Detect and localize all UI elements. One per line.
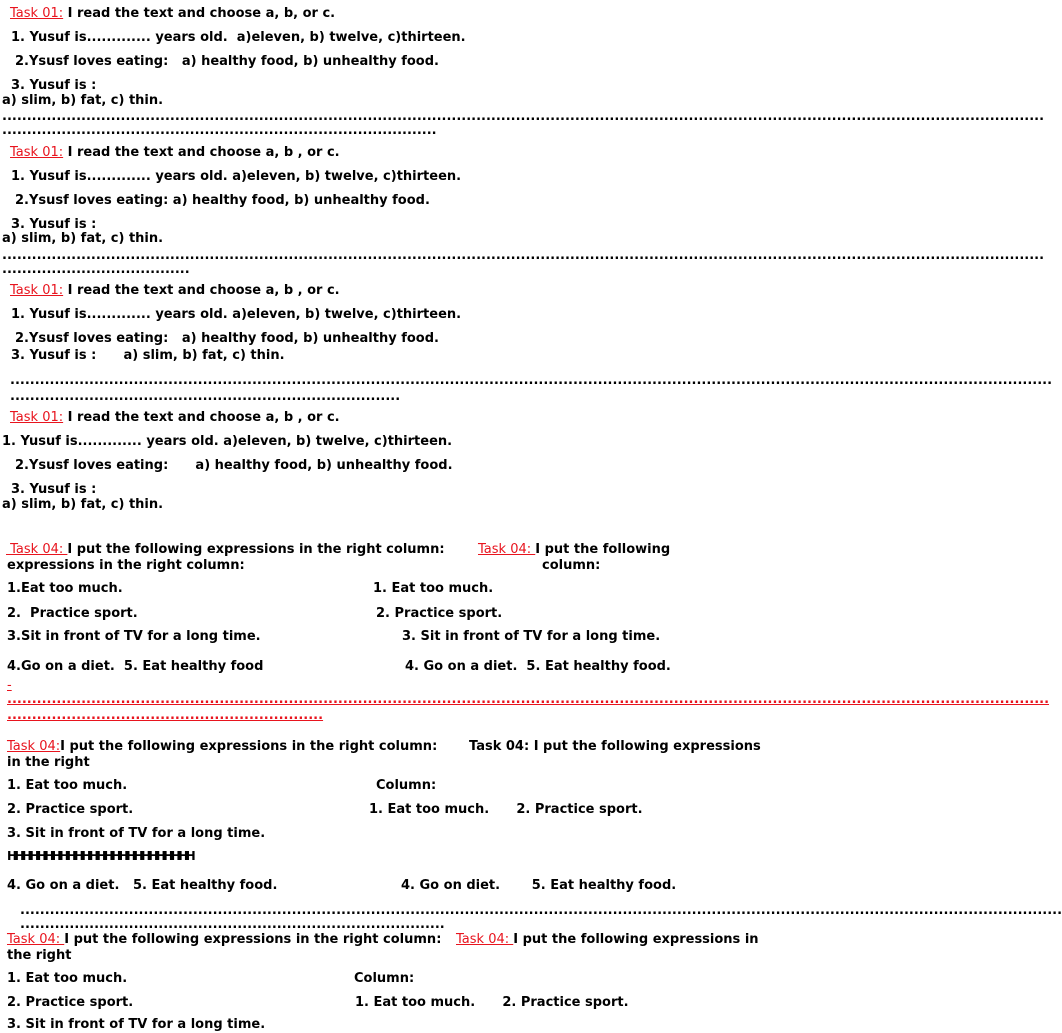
list-item: 4. Go on diet. 5. Eat healthy food. bbox=[401, 878, 677, 893]
column-label: Column: bbox=[354, 971, 415, 986]
dotted-line: ........................................................................................ bbox=[2, 123, 437, 138]
red-dash: - bbox=[7, 678, 12, 693]
dotted-line: ................................................................................................................................................................................................................... bbox=[2, 248, 1045, 263]
task-label: Task 04: bbox=[6, 542, 68, 557]
question-3: 3. Yusuf is : a) slim, b) fat, c) thin. bbox=[11, 348, 285, 363]
task-label: Task 01: bbox=[10, 145, 64, 160]
task01-heading-4: Task 01: I read the text and choose a, b , or c. bbox=[10, 410, 340, 425]
question-3: 3. Yusuf is : bbox=[11, 482, 97, 497]
list-item: HHHHHHHHHHHHHHHHHHHHHHHHH bbox=[7, 849, 194, 863]
task04-heading-cont: expressions in the right column: bbox=[7, 558, 245, 573]
list-item: 1. Eat too much. 2. Practice sport. bbox=[355, 995, 629, 1010]
question-2: 2.Ysusf loves eating: a) healthy food, b) unhealthy food. bbox=[15, 331, 439, 346]
task04-heading-cont: the right bbox=[7, 948, 72, 963]
question-1: 1. Yusuf is............. years old. a)eleven, b) twelve, c)thirteen. bbox=[11, 169, 462, 184]
question-2: 2.Ysusf loves eating: a) healthy food, b) unhealthy food. bbox=[15, 193, 430, 208]
list-item: 2. Practice sport. bbox=[7, 802, 134, 817]
dotted-line: ................................................................................................................................................................................................................... bbox=[7, 692, 1050, 707]
question-3-options: a) slim, b) fat, c) thin. bbox=[2, 231, 164, 246]
question-3-options: a) slim, b) fat, c) thin. bbox=[2, 93, 164, 108]
question-1: 1. Yusuf is............. years old. a)eleven, b) twelve, c)thirteen. bbox=[11, 30, 466, 45]
dotted-line: ...................................... bbox=[2, 262, 190, 277]
task04-heading-right: Task 04: I put the following expressions in bbox=[456, 932, 759, 947]
list-item: 3.Sit in front of TV for a long time. bbox=[7, 629, 261, 644]
task01-heading-2: Task 01: I read the text and choose a, b , or c. bbox=[10, 145, 340, 160]
task04-heading-cont: in the right bbox=[7, 755, 90, 770]
column-label: Column: bbox=[376, 778, 437, 793]
task04-heading-right: Task 04: I put the following bbox=[478, 542, 671, 557]
task04-heading-left: Task 04: I put the following expressions in the right column: bbox=[6, 542, 445, 557]
list-item: 3. Sit in front of TV for a long time. bbox=[7, 1017, 266, 1032]
list-item: 1. Eat too much. 2. Practice sport. bbox=[369, 802, 643, 817]
list-item: 4. Go on a diet. 5. Eat healthy food. bbox=[7, 878, 278, 893]
list-item: 4. Go on a diet. 5. Eat healthy food. bbox=[405, 659, 671, 674]
dotted-line: ................................................................ bbox=[7, 708, 324, 723]
task04-heading-left: Task 04: I put the following expressions in the right column: bbox=[7, 932, 442, 947]
task04-heading-right: Task 04: I put the following expressions bbox=[469, 739, 761, 754]
list-item: 1. Eat too much. bbox=[7, 778, 128, 793]
task-label: Task 04: bbox=[7, 739, 61, 754]
task-label: Task 04: bbox=[456, 932, 514, 947]
list-item: 1. Eat too much. bbox=[7, 971, 128, 986]
question-2: 2.Ysusf loves eating: a) healthy food, b) unhealthy food. bbox=[15, 54, 439, 69]
task01-heading-3: Task 01: I read the text and choose a, b , or c. bbox=[10, 283, 340, 298]
question-3-options: a) slim, b) fat, c) thin. bbox=[2, 497, 164, 512]
dotted-line: ...................................................................................... bbox=[20, 917, 445, 932]
list-item: 4.Go on a diet. 5. Eat healthy food bbox=[7, 659, 264, 674]
list-item: 3. Sit in front of TV for a long time. bbox=[402, 629, 661, 644]
list-item: 3. Sit in front of TV for a long time. bbox=[7, 826, 266, 841]
list-item: 2. Practice sport. bbox=[376, 606, 503, 621]
task-label: Task 04: bbox=[478, 542, 536, 557]
list-item: 1. Eat too much. bbox=[373, 581, 494, 596]
task01-heading-1: Task 01: I read the text and choose a, b, or c. bbox=[10, 6, 336, 21]
question-2: 2.Ysusf loves eating: a) healthy food, b) unhealthy food. bbox=[15, 458, 453, 473]
question-1: 1. Yusuf is............. years old. a)eleven, b) twelve, c)thirteen. bbox=[2, 434, 453, 449]
question-3: 3. Yusuf is : bbox=[11, 78, 97, 93]
dotted-line: ................................................................................................................................................................................................................... bbox=[2, 109, 1045, 124]
task04-heading-right-cont: column: bbox=[542, 558, 601, 573]
dotted-line: ................................................................................................................................................................................................................... bbox=[20, 903, 1062, 918]
task-label: Task 01: bbox=[10, 283, 64, 298]
dotted-line: ............................................................................... bbox=[10, 389, 401, 404]
list-item: 1.Eat too much. bbox=[7, 581, 123, 596]
task-label: Task 01: bbox=[10, 410, 64, 425]
question-1: 1. Yusuf is............. years old. a)eleven, b) twelve, c)thirteen. bbox=[11, 307, 462, 322]
task04-heading-left: Task 04:I put the following expressions in the right column: bbox=[7, 739, 438, 754]
list-item: 2. Practice sport. bbox=[7, 606, 138, 621]
task-label: Task 04: bbox=[7, 932, 65, 947]
task-label: Task 01: bbox=[10, 6, 64, 21]
question-3: 3. Yusuf is : bbox=[11, 217, 97, 232]
dotted-line: ................................................................................................................................................................................................................... bbox=[10, 373, 1053, 388]
list-item: 2. Practice sport. bbox=[7, 995, 134, 1010]
